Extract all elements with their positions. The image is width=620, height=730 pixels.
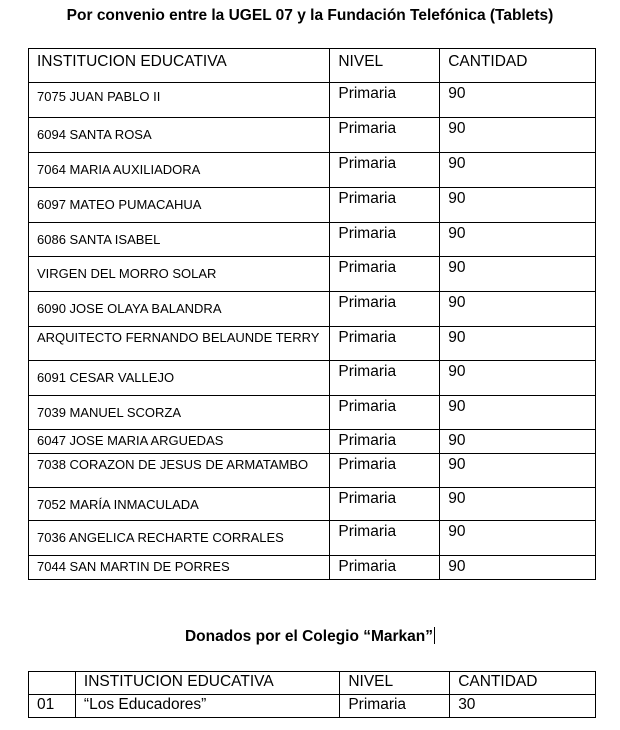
table-row bbox=[29, 327, 596, 361]
cell-institucion: 7075 JUAN PABLO II bbox=[29, 83, 330, 118]
cell-cantidad: 90 bbox=[440, 488, 596, 521]
header-number bbox=[29, 672, 76, 695]
cell-nivel: Primaria bbox=[330, 396, 440, 430]
cell-cantidad: 90 bbox=[440, 556, 596, 580]
cell-institucion: ARQUITECTO FERNANDO BELAUNDE TERRY bbox=[29, 327, 330, 361]
table-row bbox=[29, 83, 596, 118]
cell-nivel: Primaria bbox=[330, 361, 440, 396]
cell-institucion: 6097 MATEO PUMACAHUA bbox=[29, 188, 330, 223]
table-row bbox=[29, 223, 596, 257]
cell-nivel: Primaria bbox=[330, 488, 440, 521]
table-row bbox=[29, 257, 596, 292]
cell-cantidad: 90 bbox=[440, 118, 596, 153]
table-row bbox=[29, 118, 596, 153]
table-row bbox=[29, 430, 596, 454]
table-row bbox=[29, 188, 596, 223]
table-row bbox=[29, 153, 596, 188]
cell-cantidad: 90 bbox=[440, 521, 596, 556]
cell-institucion: 6094 SANTA ROSA bbox=[29, 118, 330, 153]
table-row bbox=[29, 695, 596, 718]
table-row bbox=[29, 292, 596, 327]
cell-nivel: Primaria bbox=[330, 257, 440, 292]
header-cantidad: CANTIDAD bbox=[440, 49, 596, 83]
cell-nivel: Primaria bbox=[330, 188, 440, 223]
cell-cantidad: 90 bbox=[440, 188, 596, 223]
cell-institucion: 7039 MANUEL SCORZA bbox=[29, 396, 330, 430]
cell-institucion: 7038 CORAZON DE JESUS DE ARMATAMBO bbox=[29, 454, 330, 488]
table-header-row bbox=[29, 49, 596, 83]
cell-cantidad: 90 bbox=[440, 257, 596, 292]
cell-nivel: Primaria bbox=[330, 223, 440, 257]
cell-institucion: 6086 SANTA ISABEL bbox=[29, 223, 330, 257]
cell-cantidad: 90 bbox=[440, 430, 596, 454]
table-row bbox=[29, 521, 596, 556]
cell-nivel: Primaria bbox=[330, 118, 440, 153]
cell-nivel: Primaria bbox=[330, 556, 440, 580]
cell-institucion: 7036 ANGELICA RECHARTE CORRALES bbox=[29, 521, 330, 556]
cell-cantidad: 90 bbox=[440, 327, 596, 361]
cell-nivel: Primaria bbox=[330, 327, 440, 361]
cell-cantidad: 90 bbox=[440, 223, 596, 257]
cell-cantidad: 90 bbox=[440, 454, 596, 488]
cell-institucion: 7044 SAN MARTIN DE PORRES bbox=[29, 556, 330, 580]
cell-institucion: 6091 CESAR VALLEJO bbox=[29, 361, 330, 396]
markan-donation-table bbox=[28, 671, 596, 718]
cell-institucion: VIRGEN DEL MORRO SOLAR bbox=[29, 257, 330, 292]
cell-institucion: 7064 MARIA AUXILIADORA bbox=[29, 153, 330, 188]
table-header-row bbox=[29, 672, 596, 695]
cell-institucion: 6047 JOSE MARIA ARGUEDAS bbox=[29, 430, 330, 454]
cell-number: 01 bbox=[29, 695, 76, 718]
cell-nivel: Primaria bbox=[330, 521, 440, 556]
table-row bbox=[29, 454, 596, 488]
cell-cantidad: 90 bbox=[440, 292, 596, 327]
header-cantidad: CANTIDAD bbox=[450, 672, 596, 695]
cell-institucion: 6090 JOSE OLAYA BALANDRA bbox=[29, 292, 330, 327]
text-cursor bbox=[434, 627, 435, 644]
document-title-markan bbox=[0, 627, 620, 646]
table-row bbox=[29, 556, 596, 580]
table-row bbox=[29, 396, 596, 430]
table-row bbox=[29, 361, 596, 396]
cell-cantidad: 90 bbox=[440, 396, 596, 430]
cell-nivel: Primaria bbox=[340, 695, 450, 718]
cell-institucion: 7052 MARÍA INMACULADA bbox=[29, 488, 330, 521]
cell-cantidad: 90 bbox=[440, 83, 596, 118]
cell-cantidad: 90 bbox=[440, 153, 596, 188]
tablets-donation-table bbox=[28, 48, 596, 580]
cell-nivel: Primaria bbox=[330, 153, 440, 188]
cell-institucion: “Los Educadores” bbox=[75, 695, 339, 718]
cell-cantidad: 90 bbox=[440, 361, 596, 396]
title-markan-text: Donados por el Colegio “Markan” bbox=[184, 628, 434, 645]
cell-nivel: Primaria bbox=[330, 430, 440, 454]
header-nivel: NIVEL bbox=[340, 672, 450, 695]
document-title-tablets: Por convenio entre la UGEL 07 y la Fundación Telefónica (Tablets) bbox=[66, 7, 554, 24]
cell-nivel: Primaria bbox=[330, 454, 440, 488]
cell-nivel: Primaria bbox=[330, 292, 440, 327]
cell-cantidad: 30 bbox=[450, 695, 596, 718]
cell-nivel: Primaria bbox=[330, 83, 440, 118]
header-institucion: INSTITUCION EDUCATIVA bbox=[75, 672, 339, 695]
header-nivel: NIVEL bbox=[330, 49, 440, 83]
table-row bbox=[29, 488, 596, 521]
header-institucion: INSTITUCION EDUCATIVA bbox=[29, 49, 330, 83]
